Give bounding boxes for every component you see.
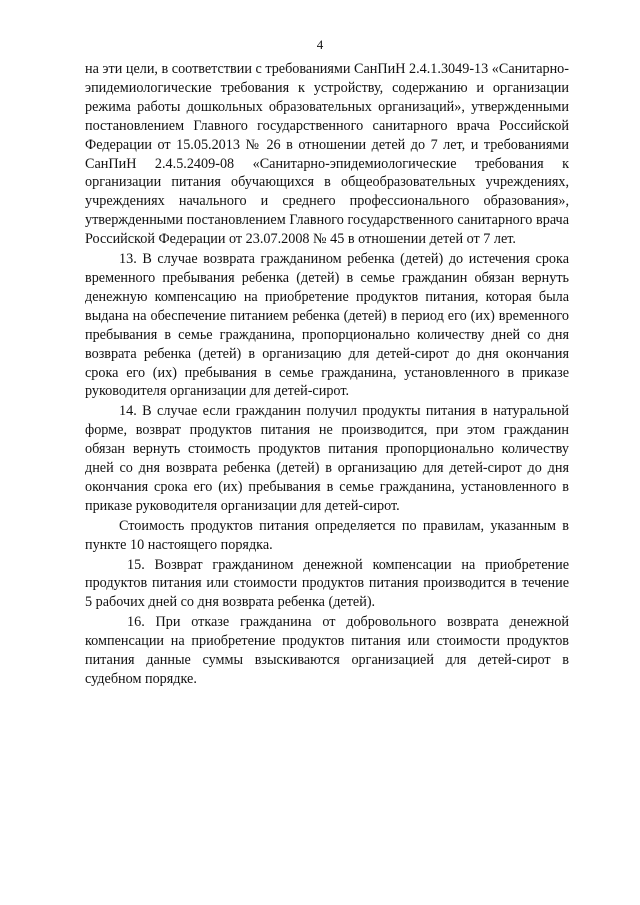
paragraph-item-15: 15. Возврат гражданином денежной компенсации на приобретение продуктов питания или стоимости продуктов питания производится в течение 5 рабочих дней со дня возврата ребенка (детей). — [85, 556, 569, 611]
document-body — [85, 60, 569, 689]
paragraph-item-14: 14. В случае если гражданин получил продукты питания в натуральной форме, возврат продуктов питания не производится, при этом гражданин обязан вернуть стоимость продуктов питания пропорционально количеству дней со дня возврата ребенка (детей) в организацию для детей-сирот до дня окончания срока его (их) пребывания в семье гражданина, установленного в приказе руководителя организации для детей-сирот. — [85, 403, 569, 514]
paragraph-continuation: на эти цели, в соответствии с требованиями СанПиН 2.4.1.3049-13 «Санитарно-эпидемиологические требования к устройству, содержанию и организации режима работы дошкольных образовательных организаций», утвержденными постановлением Главного государственного санитарного врача Российской Федерации от 15.05.2013 № 26 в отношении детей до 7 лет, и требованиями СанПиН 2.4.5.2409-08 «Санитарно-эпидемиологические требования к организации питания обучающихся в общеобразовательных учреждениях, учреждениях начального и среднего профессионального образования», утвержденными постановлением Главного государственного санитарного врача Российской Федерации от 23.07.2008 № 45 в отношении детей от 7 лет. — [85, 61, 569, 248]
paragraph-cost-note: Стоимость продуктов питания определяется по правилам, указанным в пункте 10 настоящего порядка. — [85, 517, 569, 553]
page-number: 4 — [316, 37, 324, 52]
paragraph-item-13: 13. В случае возврата гражданином ребенка (детей) до истечения срока временного пребывания ребенка (детей) в семье гражданин обязан вернуть денежную компенсацию на приобретение продуктов питания, которая была выдана на обеспечение питанием ребенка (детей) в период его (их) временного пребывания в семье гражданина, пропорционально количеству дней со дня возврата ребенка (детей) в организацию для детей-сирот до дня окончания срока его (их) пребывания в семье гражданина, установленного в приказе руководителя организации для детей-сирот. — [85, 251, 569, 400]
paragraph-item-16: 16. При отказе гражданина от добровольного возврата денежной компенсации на приобретение продуктов питания или стоимости продуктов питания данные суммы взыскиваются организацией для детей-сирот в судебном порядке. — [85, 614, 569, 687]
